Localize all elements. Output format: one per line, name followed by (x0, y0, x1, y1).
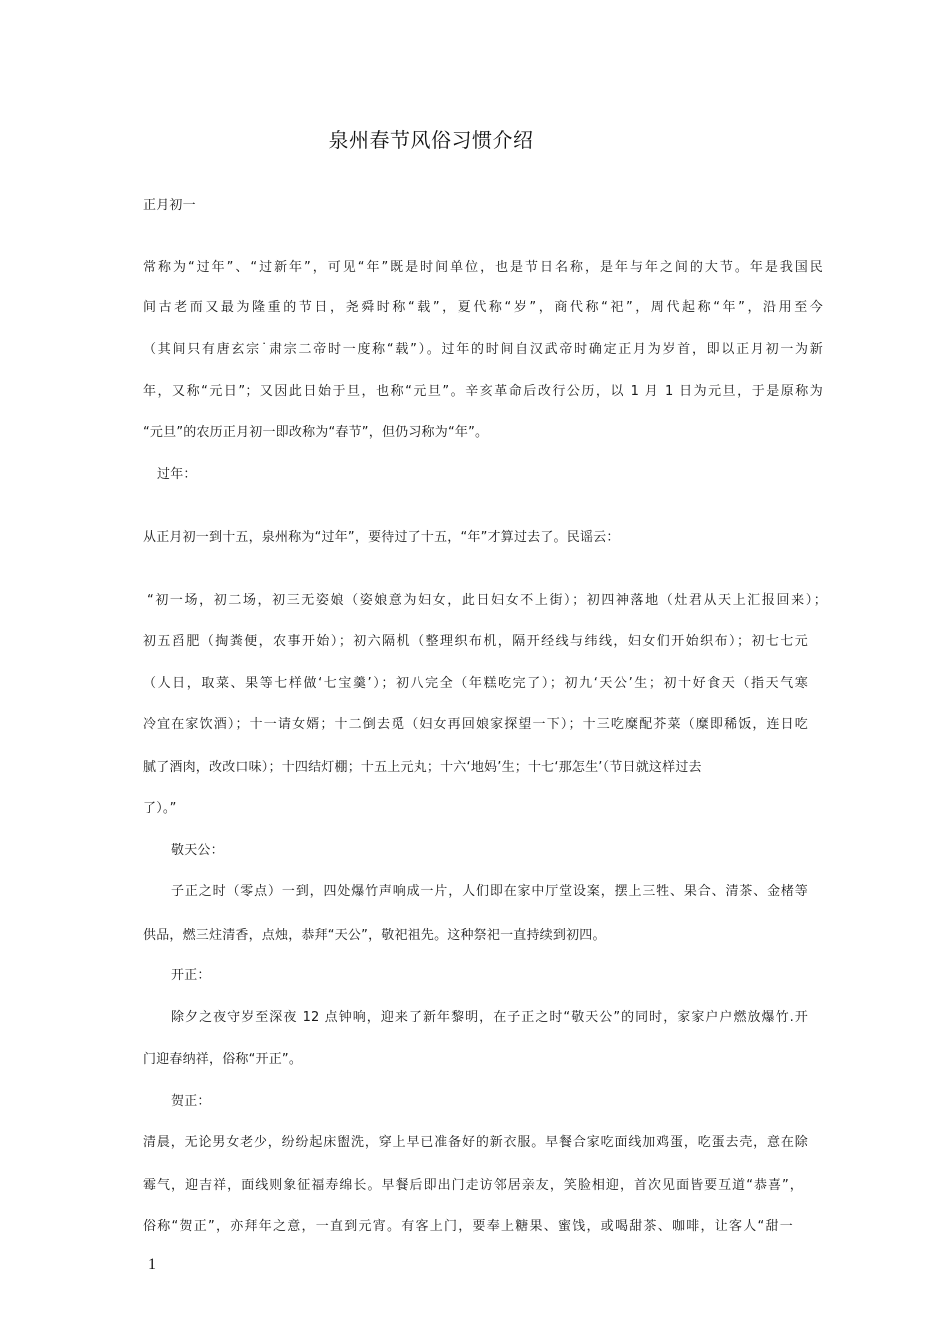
paragraph-line: 年，又称“元日”；又因此日始于旦，也称“元旦”。辛亥革命后改行公历，以 1 月 1 日为元旦，于是原称为 (143, 384, 823, 399)
paragraph-line: 常称为“过年”、“过新年”，可见“年”既是时间单位，也是节日名称，是年与年之间的大节。年是我国民 (143, 260, 823, 275)
paragraph-line: 子正之时（零点）一到，四处爆竹声响成一片，人们即在家中厅堂设案，摆上三牲、果合、清茶、金楮等 (171, 884, 808, 899)
paragraph-line: 间古老而又最为隆重的节日，尧舜时称“载”，夏代称“岁”，商代称“祀”，周代起称“年”，沿用至今 (143, 300, 823, 315)
heading-hezheng: 贺正： (171, 1094, 211, 1109)
document-title: 泉州春节风俗习惯介绍 (328, 128, 534, 152)
paragraph-line: 了）。” (143, 801, 177, 816)
paragraph-line: （其间只有唐玄宗˙肃宗二帝时一度称“载”）。过年的时间自汉武帝时确定正月为岁首，即以正月初一为新 (143, 342, 823, 357)
paragraph-line: 腻了酒肉，改改口味）；十四结灯棚；十五上元丸；十六‘地妈’生；十七‘那怎生’（节日就这样过去 (143, 760, 702, 775)
paragraph-line: 冷宜在家饮酒）；十一请女婿；十二倒去觅（妇女再回娘家探望一下）；十三吃糜配芥菜（糜即稀饭，连日吃 (143, 717, 808, 732)
paragraph-line: 初五舀肥（掏粪便，农事开始）；初六隔机（整理织布机，隔开经线与纬线，妇女们开始织布）；初七七元 (143, 634, 808, 649)
paragraph-line: “元旦”的农历正月初一即改称为“春节”，但仍习称为“年”。 (143, 425, 489, 440)
heading-guonian: 过年： (157, 467, 197, 482)
page-number: 1 (148, 1256, 156, 1273)
heading-kaizheng: 开正： (171, 968, 211, 983)
paragraph-line: 供品，燃三炷清香，点烛，恭拜“天公”，敬祀祖先。这种祭祀一直持续到初四。 (143, 928, 606, 943)
paragraph-line: 除夕之夜守岁至深夜 12 点钟响，迎来了新年黎明，在子正之时“敬天公”的同时，家家户户燃放爆竹.开 (171, 1010, 808, 1025)
paragraph-line: “初一场，初二场，初三无姿娘（姿娘意为妇女，此日妇女不上街）；初四神落地（灶君从天上汇报回来）； (147, 593, 827, 608)
paragraph-line: 清晨，无论男女老少，纷纷起床盥洗，穿上早已准备好的新衣服。早餐合家吃面线加鸡蛋，吃蛋去壳，意在除 (143, 1135, 808, 1150)
heading-jingtiangong: 敬天公： (171, 843, 224, 858)
paragraph-line: 俗称“贺正”，亦拜年之意，一直到元宵。有客上门，要奉上糖果、蜜饯，或喝甜茶、咖啡，让客人“甜一 (143, 1219, 793, 1234)
paragraph-line: 从正月初一到十五，泉州称为“过年”，要待过了十五，“年”才算过去了。民谣云： (143, 530, 620, 545)
paragraph-line: 霉气，迎吉祥，面线则象征福寿绵长。早餐后即出门走访邻居亲友，笑脸相迎，首次见面皆要互道“恭喜”， (143, 1178, 803, 1193)
heading-zhengyue-chuyi: 正月初一 (143, 198, 196, 213)
paragraph-line: 门迎春纳祥，俗称“开正”。 (143, 1052, 303, 1067)
paragraph-line: （人日，取菜、果等七样做‘七宝羹’）；初八完全（年糕吃完了）；初九‘天公’生；初十好食天（指天气寒 (143, 676, 808, 691)
